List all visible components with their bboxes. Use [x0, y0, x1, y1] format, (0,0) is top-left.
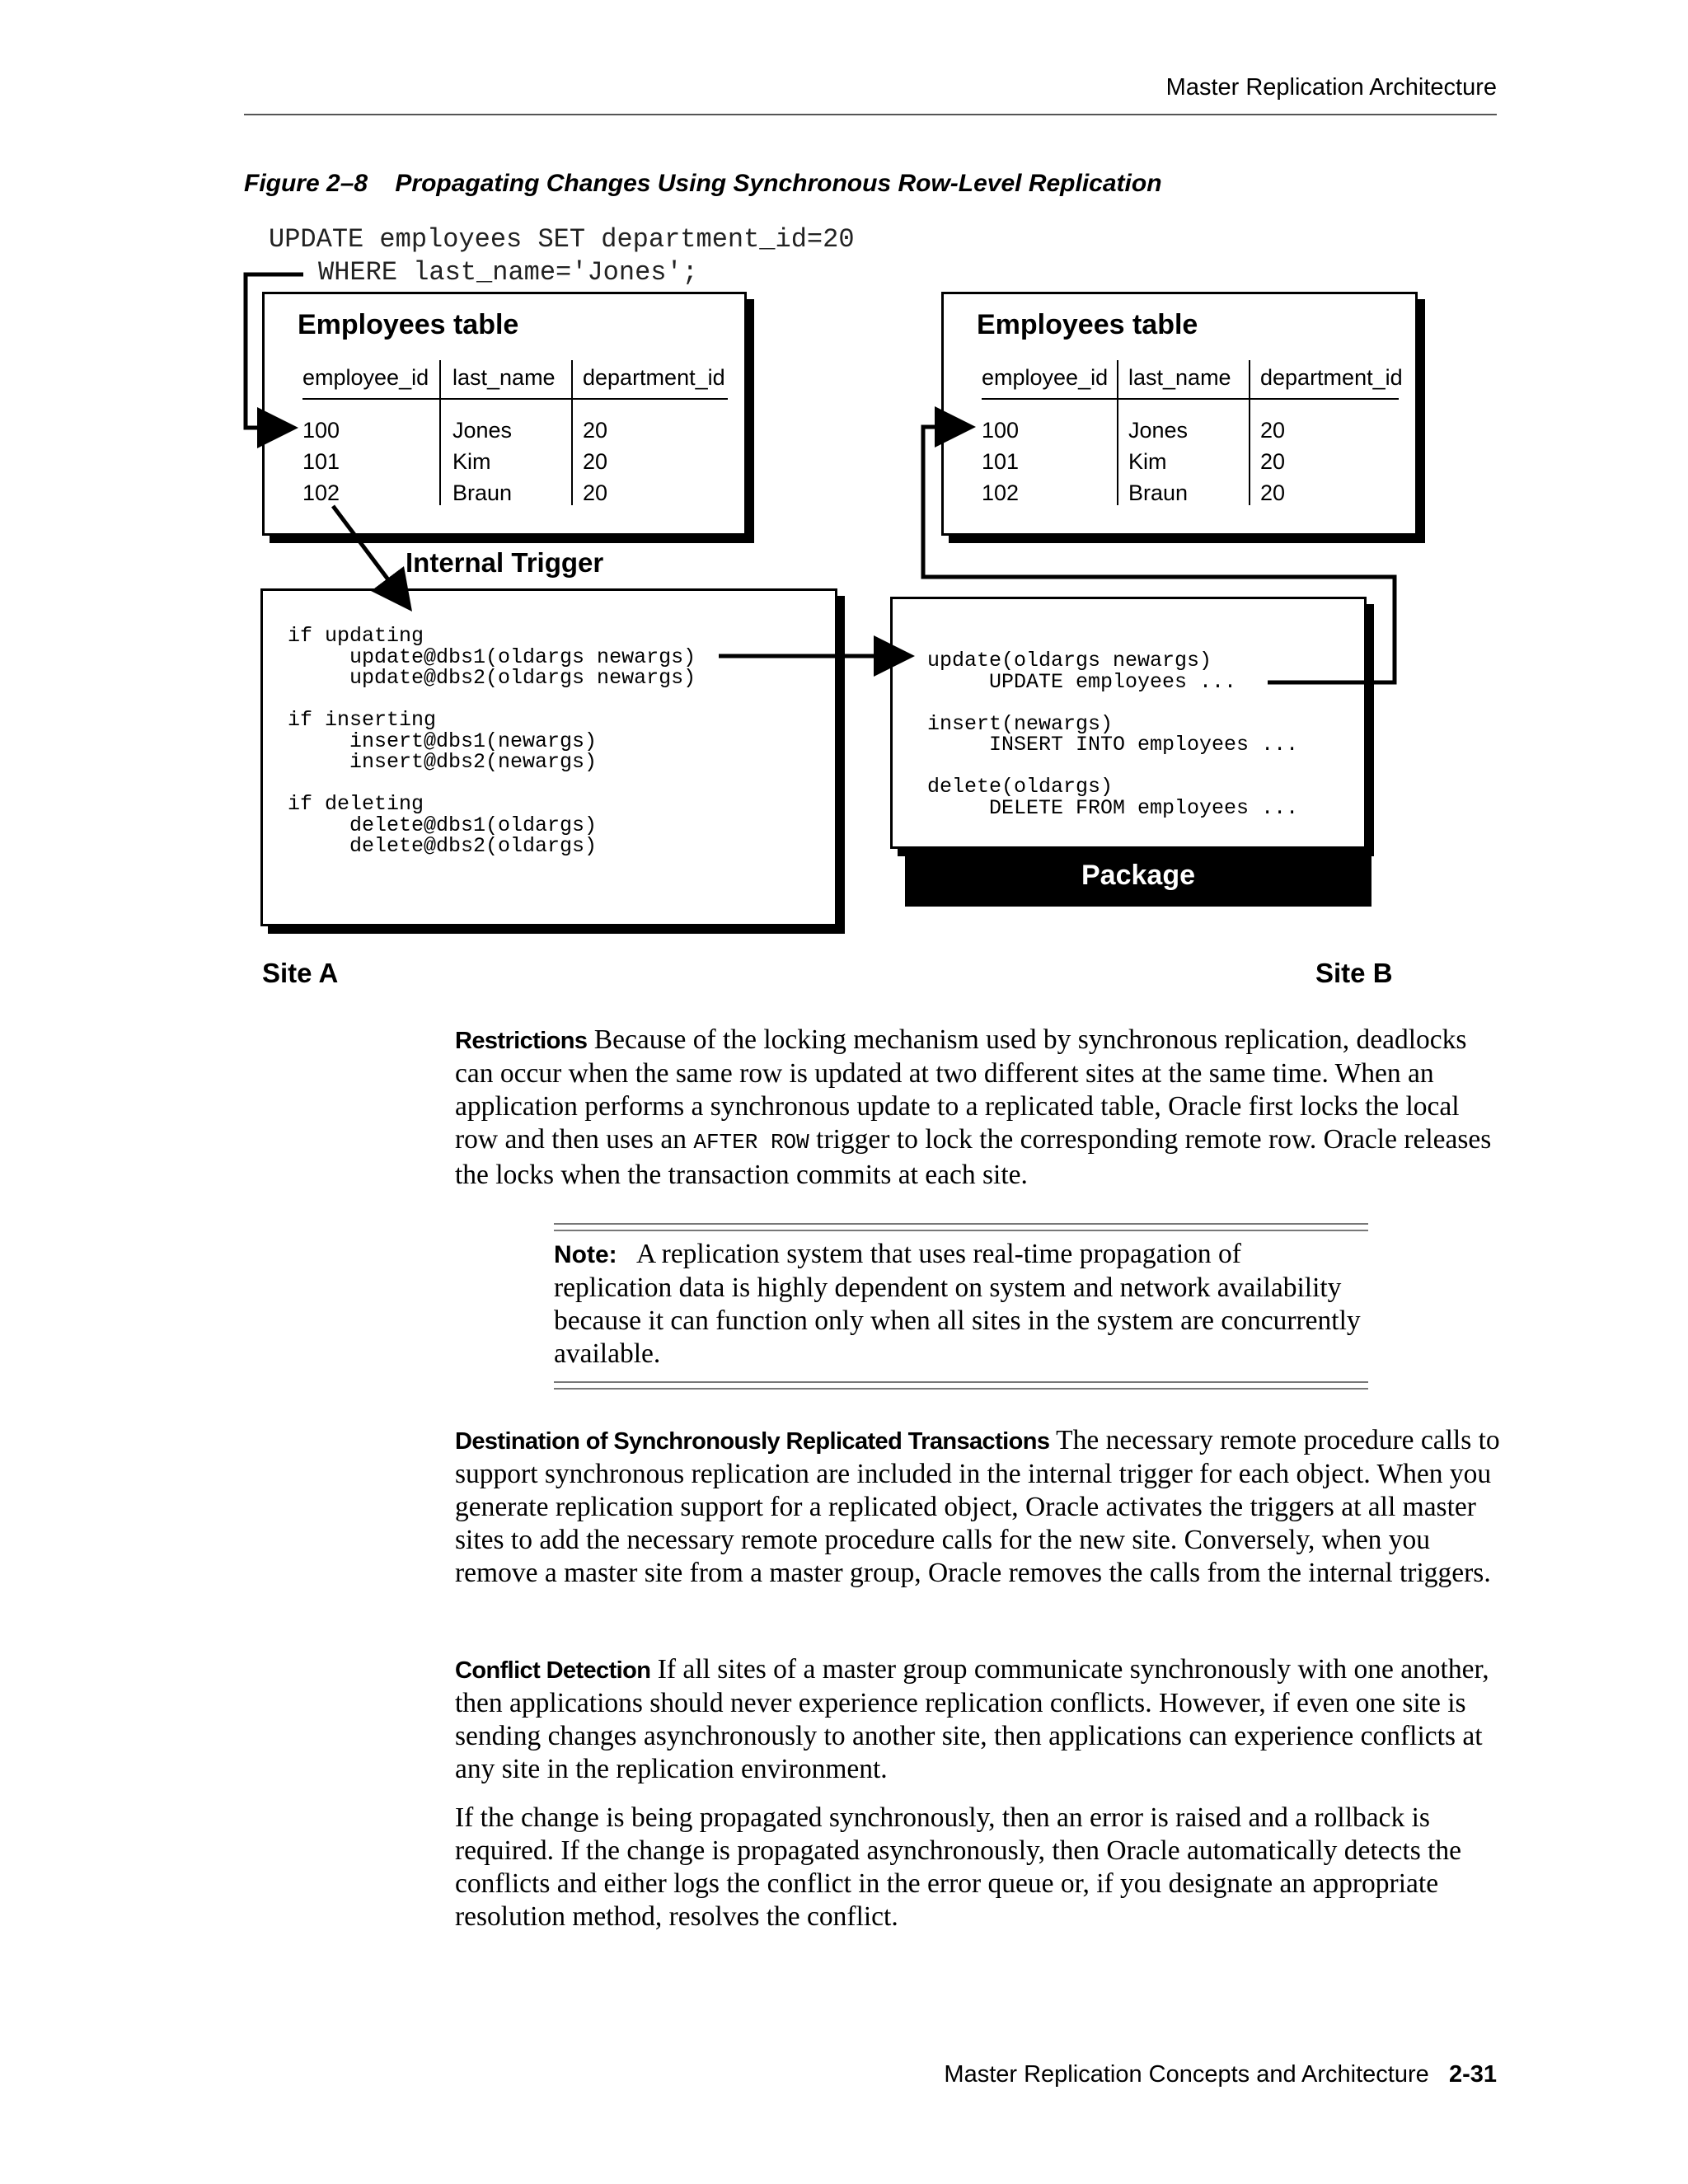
connector-arrows	[0, 0, 1688, 1014]
table-cell: Kim	[1128, 449, 1167, 474]
table-cell: Jones	[1128, 418, 1189, 443]
table-cell: 101	[302, 449, 340, 474]
sql-to-site-a-arrow	[246, 274, 303, 428]
after-row-code: AFTER ROW	[693, 1130, 809, 1155]
site-a-table-title: Employees table	[298, 309, 519, 340]
restrictions-paragraph	[455, 1024, 1503, 1192]
package-label: Package	[905, 844, 1372, 907]
package-code: update(oldargs newargs) UPDATE employees ... insert(newargs) INSERT INTO employees ... delete(oldargs) DELETE FROM employees ...	[927, 649, 1299, 820]
site-a-col-employee-id: employee_id	[302, 365, 429, 390]
conflict-text: If all sites of a master group communicate synchronously with one another, then applications should never experience replication conflicts. However, if even one site is sending changes asynchronously to another site, then applications can experience conflicts at any site in the replication environment.	[455, 1654, 1489, 1784]
row-to-trigger-arrow	[333, 506, 407, 605]
table-cell: 100	[982, 418, 1020, 443]
site-a-col-department-id: department_id	[583, 365, 725, 390]
note-block	[554, 1238, 1362, 1371]
footer-chapter-title: Master Replication Concepts and Architecture	[944, 2061, 1429, 2088]
table-cell: 102	[982, 480, 1020, 505]
table-cell: Braun	[1128, 480, 1189, 505]
note-text: A replication system that uses real-time propagation of replication data is highly dependent on system and network availability because it can function only when all sites in the system are concurrently available.	[554, 1239, 1361, 1369]
sql-line-1: UPDATE employees SET department_id=20	[269, 224, 855, 255]
internal-trigger-label: Internal Trigger	[406, 547, 604, 578]
table-cell: 20	[1260, 418, 1286, 443]
trigger-code: if updating update@dbs1(oldargs newargs) update@dbs2(oldargs newargs) if inserting insert@dbs1(newargs) insert@dbs2(newargs) if deleting delete@dbs1(oldargs) delete@dbs2(oldargs)	[288, 624, 696, 858]
destination-heading: Destination of Synchronously Replicated Transactions	[455, 1428, 1050, 1455]
site-b-table-title: Employees table	[977, 309, 1198, 340]
figure-caption: Figure 2–8 Propagating Changes Using Synchronous Row-Level Replication	[244, 170, 1162, 197]
restrictions-heading: Restrictions	[455, 1028, 588, 1054]
table-cell: Kim	[452, 449, 491, 474]
note-bottom-rule	[554, 1388, 1368, 1390]
table-cell: Braun	[452, 480, 513, 505]
site-b-col-employee-id: employee_id	[982, 365, 1109, 390]
site-b-col-last-name: last_name	[1128, 365, 1231, 390]
running-head: Master Replication Architecture	[1165, 74, 1497, 101]
site-a-col-last-name: last_name	[452, 365, 556, 390]
site-b-col-department-id: department_id	[1260, 365, 1403, 390]
sql-line-2: WHERE last_name='Jones';	[318, 257, 698, 288]
restrictions-text-2: trigger to lock the corresponding remote row. Oracle releases the locks when the transaction commits at each site.	[455, 1124, 1492, 1190]
conflict-heading: Conflict Detection	[455, 1657, 651, 1684]
site-b-label: Site B	[1315, 958, 1393, 988]
package-to-site-b-arrow	[923, 427, 1395, 682]
site-a-label: Site A	[262, 958, 339, 988]
page-number: 2-31	[1448, 2061, 1497, 2088]
table-cell: 20	[1260, 449, 1286, 474]
table-cell: 101	[982, 449, 1020, 474]
note-label: Note:	[554, 1241, 617, 1268]
destination-paragraph	[455, 1424, 1503, 1590]
conflict-followup-paragraph: If the change is being propagated synchronously, then an error is raised and a rollback is required. If the change is propagated asynchronously, then Oracle automatically detects the conflicts and either logs the conflict in the error queue or, if you designate an appropriate resolution method, resolves the conflict.	[455, 1802, 1462, 1932]
note-top-rule	[554, 1230, 1368, 1231]
table-cell: 20	[583, 449, 608, 474]
restrictions-text-1: Because of the locking mechanism used by synchronous replication, deadlocks can occur when the same row is updated at two different sites at the same time. When an application performs a synchronous update to a replicated table, Oracle first locks the local row and then uses an	[455, 1024, 1467, 1155]
table-cell: 100	[302, 418, 340, 443]
table-cell: 102	[302, 480, 340, 505]
table-cell: Jones	[452, 418, 513, 443]
table-cell: 20	[583, 480, 608, 505]
note-bottom-rule	[554, 1381, 1368, 1383]
destination-text: The necessary remote procedure calls to support synchronous replication are included in the internal trigger for each object. When you generate replication support for a replicated object, Oracle activates the triggers at all master sites to add the necessary remote procedure calls for the new site. Conversely, when you remove a master site from a master group, Oracle removes the calls from the internal triggers.	[455, 1425, 1500, 1588]
note-top-rule	[554, 1223, 1368, 1225]
table-cell: 20	[583, 418, 608, 443]
conflict-paragraph	[455, 1653, 1503, 1786]
figure	[0, 0, 1688, 1014]
table-cell: 20	[1260, 480, 1286, 505]
page-footer	[244, 2034, 1497, 2088]
